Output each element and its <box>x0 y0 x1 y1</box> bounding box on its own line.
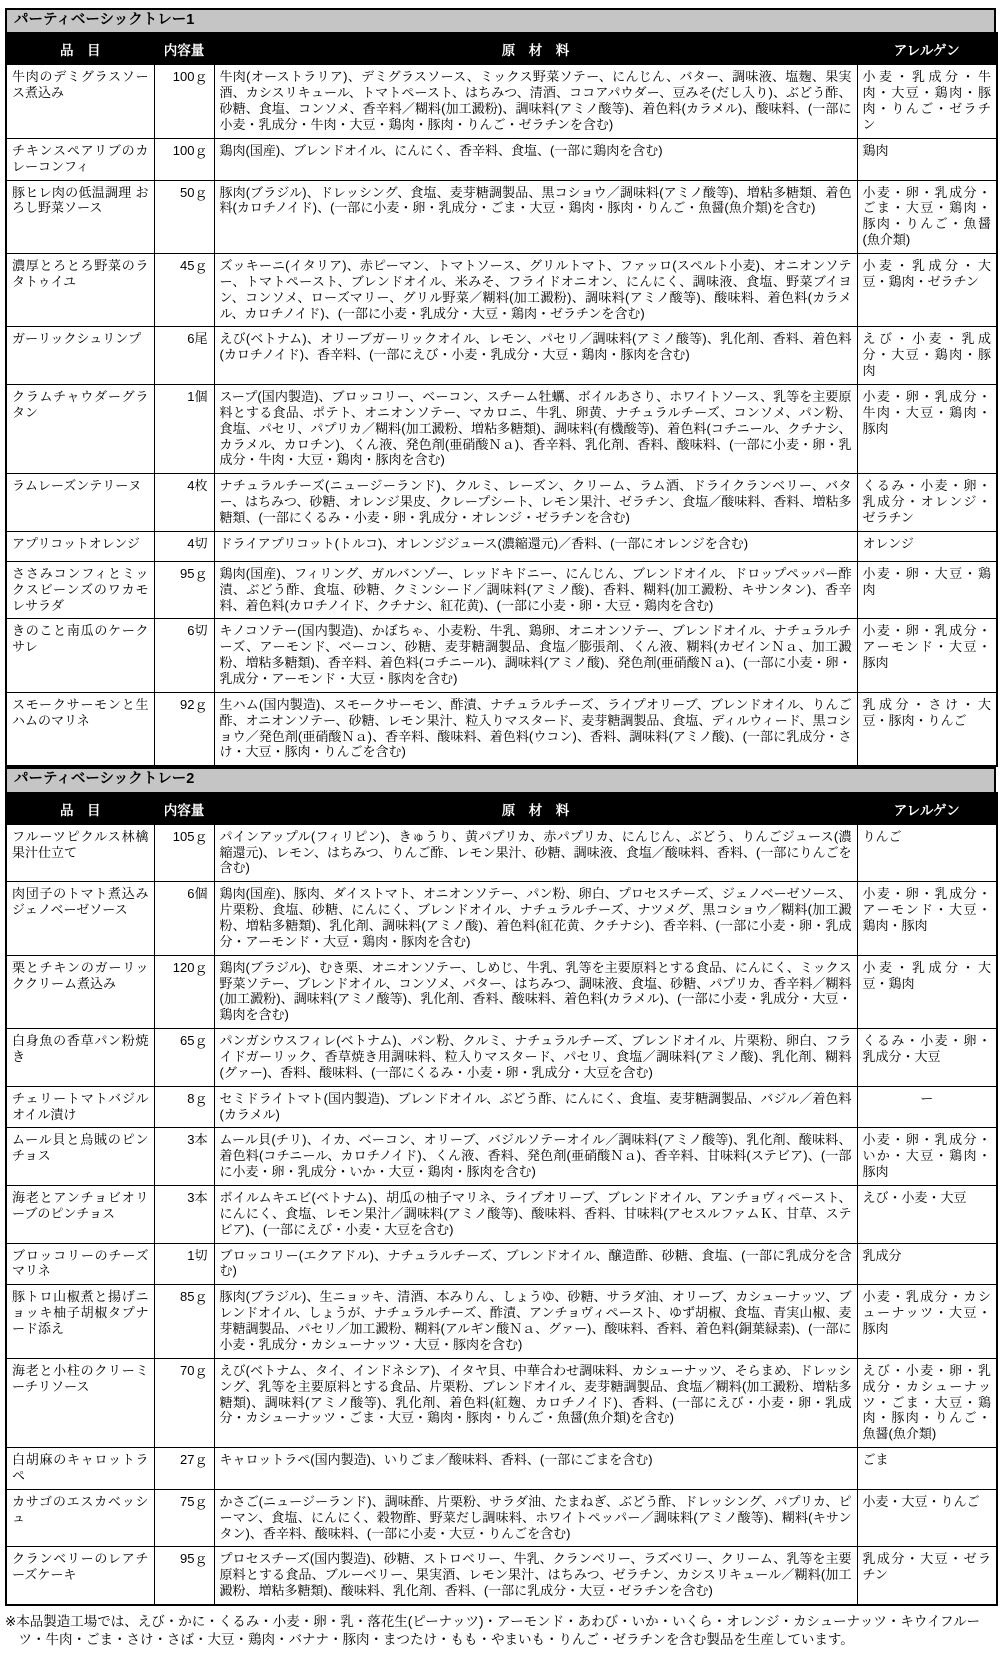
allergen-cell: 小麦・卵・乳成分・牛肉・大豆・鶏肉・豚肉 <box>857 385 997 474</box>
table-row <box>6 1186 997 1244</box>
table-row <box>6 65 997 138</box>
ingredients-cell: えび(ベトナム、タイ、インドネシア)、イタヤ貝、中華合わせ調味料、カシューナッツ、そらまめ、ドレッシング、乳等を主要原料とする食品、片栗粉、ブレンドオイル、麦芽糖調製品、食塩／糊料(加工澱粉、増粘多糖類)、調味料(アミノ酸等)、乳化剤、着色料(紅麹、カロチノイド)、香料、(一部にえび・小麦・卵・乳成分・カシューナッツ・ごま・大豆・鶏肉・豚肉・りんご・魚醤(魚介類)を含む) <box>214 1358 857 1447</box>
tray-section-2 <box>5 767 996 1606</box>
allergen-cell: 小麦・乳成分・カシューナッツ・大豆・豚肉 <box>857 1285 997 1358</box>
item-name-cell: ガーリックシュリンプ <box>6 327 154 385</box>
ingredients-cell: ナチュラルチーズ(ニュージーランド)、クルミ、レーズン、クリーム、ラム酒、ドライクランベリー、バター、はちみつ、砂糖、オレンジ果皮、クレープシート、レモン果汁、ゼラチン、食塩／酸味料、香料、増粘多糖類、(一部にくるみ・小麦・卵・乳成分・オレンジ・ゼラチンを含む) <box>214 474 857 532</box>
allergen-cell: 乳成分・さけ・大豆・豚肉・りんご <box>857 692 997 766</box>
amount-cell: 75ｇ <box>154 1489 214 1547</box>
amount-cell: 100ｇ <box>154 138 214 180</box>
column-header-ingredients: 原 材 料 <box>214 793 857 825</box>
table-row <box>6 138 997 180</box>
allergen-cell: 小麦・大豆・りんご <box>857 1489 997 1547</box>
ingredients-cell: ボイルムキエビ(ベトナム)、胡瓜の柚子マリネ、ライプオリーブ、ブレンドオイル、アンチョヴィペースト、にんにく、食塩、レモン果汁／調味料(アミノ酸等)、酸味料、香料、甘味料(アセスルファムＫ、甘草、ステビア)、(一部にえび・小麦・大豆を含む) <box>214 1186 857 1244</box>
item-name-cell: チェリートマトバジルオイル漬け <box>6 1086 154 1128</box>
ingredients-cell: 牛肉(オーストラリア)、デミグラスソース、ミックス野菜ソテー、にんじん、バター、調味液、塩麹、果実酒、カシスリキュール、トマトペースト、はちみつ、清酒、ココアパウダー、豆みそ(だし入り)、ぶどう酢、砂糖、食塩、コンソメ、香辛料／糊料(加工澱粉)、調味料(アミノ酸等)、着色料(カラメル)、酸味料、(一部に小麦・乳成分・牛肉・大豆・鶏肉・豚肉・りんご・ゼラチンを含む) <box>214 65 857 138</box>
ingredients-cell: かさご(ニュージーランド)、調味酢、片栗粉、サラダ油、たまねぎ、ぶどう酢、ドレッシング、パプリカ、ピーマン、食塩、にんにく、穀物酢、野菜だし調味料、ホワイトペッパー／調味料(アミノ酸等)、糊料(キサンタン)、香辛料、酸味料、(一部に小麦・大豆・りんごを含む) <box>214 1489 857 1547</box>
item-name-cell: 豚ヒレ肉の低温調理 おろし野菜ソース <box>6 180 154 253</box>
allergen-cell: 小麦・卵・乳成分・いか・大豆・鶏肉・豚肉 <box>857 1128 997 1186</box>
amount-cell: 8ｇ <box>154 1086 214 1128</box>
amount-cell: 6尾 <box>154 327 214 385</box>
item-name-cell: 海老と小柱のクリーミーチリソース <box>6 1358 154 1447</box>
item-name-cell: クラムチャウダーグラタン <box>6 385 154 474</box>
amount-cell: 120ｇ <box>154 955 214 1028</box>
ingredients-cell: パンガシウスフィレ(ベトナム)、パン粉、クルミ、ナチュラルチーズ、ブレンドオイル、片栗粉、卵白、フライドガーリック、香草焼き用調味料、粒入りマスタード、パセリ、食塩／調味料(アミノ酸)、乳化剤、糊料(グァー)、香料、酸味料、(一部にくるみ・小麦・卵・乳成分・大豆を含む) <box>214 1029 857 1087</box>
amount-cell: 4切 <box>154 531 214 561</box>
ingredients-cell: パインアップル(フィリピン)、きゅうり、黄パプリカ、赤パプリカ、にんじん、ぶどう、りんごジュース(濃縮還元)、レモン、はちみつ、りんご酢、レモン果汁、砂糖、調味液、食塩／酸味料、香料、(一部にりんごを含む) <box>214 824 857 882</box>
amount-cell: 6個 <box>154 882 214 955</box>
table-header-row <box>6 33 997 65</box>
allergen-cell: 鶏肉 <box>857 138 997 180</box>
ingredients-cell: ズッキーニ(イタリア)、赤ピーマン、トマトソース、グリルトマト、ファッロ(スペルト小麦)、オニオンソテー、トマトペースト、ブレンドオイル、米みそ、フライドオニオン、にんにく、調味液、食塩、野菜ブイヨン、コンソメ、ローズマリー、グリル野菜／糊料(加工澱粉)、調味料(アミノ酸等)、酸味料、着色料(カラメル、カロチノイド)、(一部に小麦・乳成分・大豆・鶏肉・ゼラチンを含む) <box>214 253 857 326</box>
table-row <box>6 253 997 326</box>
allergen-cell: えび・小麦・大豆 <box>857 1186 997 1244</box>
table-row <box>6 474 997 532</box>
table-row <box>6 385 997 474</box>
ingredients-cell: 鶏肉(国産)、フィリング、ガルバンゾー、レッドキドニー、にんじん、ブレンドオイル、ドロップペッパー酢漬、ぶどう酢、食塩、砂糖、クミンシード／調味料(アミノ酸)、香料、糊料(加工澱粉、キサンタン)、香辛料、着色料(カロチノイド、クチナシ、紅花黄)、(一部に小麦・卵・大豆・鶏肉を含む) <box>214 561 857 619</box>
table-row <box>6 1358 997 1447</box>
table-row <box>6 1489 997 1547</box>
allergen-cell: 小麦・乳成分・牛肉・大豆・鶏肉・豚肉・りんご・ゼラチン <box>857 65 997 138</box>
item-name-cell: ブロッコリーのチーズマリネ <box>6 1243 154 1285</box>
amount-cell: 4枚 <box>154 474 214 532</box>
ingredients-table-1 <box>5 32 998 767</box>
ingredients-cell: 鶏肉(国産)、ブレンドオイル、にんにく、香辛料、食塩、(一部に鶏肉を含む) <box>214 138 857 180</box>
section-title-bar: パーティベーシックトレー1 <box>5 8 996 32</box>
amount-cell: 1個 <box>154 385 214 474</box>
allergen-cell: りんご <box>857 824 997 882</box>
item-name-cell: チキンスペアリブのカレーコンフィ <box>6 138 154 180</box>
allergen-cell: ごま <box>857 1448 997 1490</box>
section-title-bar: パーティベーシックトレー2 <box>5 767 996 791</box>
allergen-cell: 小麦・乳成分・大豆・鶏肉 <box>857 955 997 1028</box>
allergen-cell: 小麦・卵・乳成分・ごま・大豆・鶏肉・豚肉・りんご・魚醤(魚介類) <box>857 180 997 253</box>
column-header-allergen: アレルゲン <box>857 33 997 65</box>
table-row <box>6 1448 997 1490</box>
item-name-cell: 白身魚の香草パン粉焼き <box>6 1029 154 1087</box>
table-row <box>6 1086 997 1128</box>
item-name-cell: 濃厚とろとろ野菜のラタトゥイユ <box>6 253 154 326</box>
table-row <box>6 1243 997 1285</box>
item-name-cell: 海老とアンチョビオリーブのピンチョス <box>6 1186 154 1244</box>
ingredients-cell: セミドライトマト(国内製造)、ブレンドオイル、ぶどう酢、にんにく、食塩、麦芽糖調製品、バジル／着色料(カラメル) <box>214 1086 857 1128</box>
table-row <box>6 1128 997 1186</box>
column-header-item: 品 目 <box>6 33 154 65</box>
table-row <box>6 619 997 692</box>
table-row <box>6 180 997 253</box>
item-name-cell: ムール貝と烏賊のピンチョス <box>6 1128 154 1186</box>
allergen-spec-document <box>5 8 996 1649</box>
table-row <box>6 1029 997 1087</box>
amount-cell: 95ｇ <box>154 561 214 619</box>
ingredients-cell: ブロッコリー(エクアドル)、ナチュラルチーズ、ブレンドオイル、醸造酢、砂糖、食塩、(一部に乳成分を含む) <box>214 1243 857 1285</box>
allergen-cell: えび・小麦・乳成分・大豆・鶏肉・豚肉 <box>857 327 997 385</box>
allergen-cell: 乳成分 <box>857 1243 997 1285</box>
ingredients-cell: ドライアプリコット(トルコ)、オレンジジュース(濃縮還元)／香料、(一部にオレンジを含む) <box>214 531 857 561</box>
ingredients-cell: 生ハム(国内製造)、スモークサーモン、酢漬、ナチュラルチーズ、ライプオリーブ、ブレンドオイル、りんご酢、オニオンソテー、砂糖、レモン果汁、粒入りマスタード、麦芽糖調製品、食塩、ディルウィード、黒コショウ／発色剤(亜硝酸Ｎａ)、香辛料、酸味料、着色料(ウコン)、香料、調味料(アミノ酸)、(一部に乳成分・さけ・大豆・豚肉・りんごを含む) <box>214 692 857 766</box>
amount-cell: 70ｇ <box>154 1358 214 1447</box>
item-name-cell: きのこと南瓜のケークサレ <box>6 619 154 692</box>
ingredients-cell: キャロットラペ(国内製造)、いりごま／酸味料、香料、(一部にごまを含む) <box>214 1448 857 1490</box>
allergen-cell: 小麦・乳成分・大豆・鶏肉・ゼラチン <box>857 253 997 326</box>
amount-cell: 105ｇ <box>154 824 214 882</box>
allergen-cell: ー <box>857 1086 997 1128</box>
item-name-cell: 白胡麻のキャロットラペ <box>6 1448 154 1490</box>
ingredients-cell: 豚肉(ブラジル)、ドレッシング、食塩、麦芽糖調製品、黒コショウ／調味料(アミノ酸等)、増粘多糖類、着色料(カロチノイド)、(一部に小麦・卵・乳成分・ごま・大豆・鶏肉・豚肉・りんご・魚醤(魚介類)を含む) <box>214 180 857 253</box>
table-row <box>6 955 997 1028</box>
amount-cell: 1切 <box>154 1243 214 1285</box>
column-header-ingredients: 原 材 料 <box>214 33 857 65</box>
table-row <box>6 1285 997 1358</box>
amount-cell: 92ｇ <box>154 692 214 766</box>
amount-cell: 6切 <box>154 619 214 692</box>
item-name-cell: ささみコンフィとミックスビーンズのワカモレサラダ <box>6 561 154 619</box>
item-name-cell: フルーツピクルス林檎果汁仕立て <box>6 824 154 882</box>
table-row <box>6 561 997 619</box>
allergen-cell: くるみ・小麦・卵・乳成分・大豆 <box>857 1029 997 1087</box>
allergen-cell: くるみ・小麦・卵・乳成分・オレンジ・ゼラチン <box>857 474 997 532</box>
ingredients-cell: プロセスチーズ(国内製造)、砂糖、ストロベリー、牛乳、クランベリー、ラズベリー、クリーム、乳等を主要原料とする食品、ブルーベリー、果実酒、レモン果汁、はちみつ、ゼラチン、カシスリキュール／糊料(加工澱粉、増粘多糖類)、酸味料、乳化剤、香料、(一部に乳成分・大豆・ゼラチンを含む) <box>214 1547 857 1605</box>
table-row <box>6 327 997 385</box>
tray-section-1 <box>5 8 996 767</box>
table-row <box>6 824 997 882</box>
allergen-cell: 小麦・卵・乳成分・アーモンド・大豆・豚肉 <box>857 619 997 692</box>
allergen-cell: オレンジ <box>857 531 997 561</box>
allergen-cell: えび・小麦・卵・乳成分・カシューナッツ・ごま・大豆・鶏肉・豚肉・りんご・魚醤(魚介類) <box>857 1358 997 1447</box>
ingredients-cell: えび(ベトナム)、オリーブガーリックオイル、レモン、パセリ／調味料(アミノ酸等)、乳化剤、香料、着色料(カロチノイド)、香辛料、(一部にえび・小麦・乳成分・大豆・鶏肉・豚肉を含む) <box>214 327 857 385</box>
column-header-item: 品 目 <box>6 793 154 825</box>
item-name-cell: 豚トロ山椒煮と揚げニョッキ柚子胡椒タプナード添え <box>6 1285 154 1358</box>
allergen-cell: 小麦・卵・乳成分・アーモンド・大豆・鶏肉・豚肉 <box>857 882 997 955</box>
table-header-row <box>6 793 997 825</box>
ingredients-cell: 鶏肉(ブラジル)、むき栗、オニオンソテー、しめじ、牛乳、乳等を主要原料とする食品、にんにく、ミックス野菜ソテー、ブレンドオイル、コンソメ、バター、はちみつ、調味液、食塩、砂糖、パプリカ、香辛料／糊料(加工澱粉)、調味料(アミノ酸等)、乳化剤、香料、酸味料、着色料(カラメル)、(一部に小麦・乳成分・大豆・鶏肉を含む) <box>214 955 857 1028</box>
item-name-cell: カサゴのエスカベッシュ <box>6 1489 154 1547</box>
ingredients-cell: ムール貝(チリ)、イカ、ベーコン、オリーブ、バジルソテーオイル／調味料(アミノ酸等)、乳化剤、酸味料、着色料(コチニール、カロチノイド)、くん液、香料、発色剤(亜硝酸Ｎａ)、香辛料、甘味料(ステビア)、(一部に小麦・卵・乳成分・いか・大豆・鶏肉・豚肉を含む) <box>214 1128 857 1186</box>
table-row <box>6 692 997 766</box>
amount-cell: 27ｇ <box>154 1448 214 1490</box>
allergen-cell: 乳成分・大豆・ゼラチン <box>857 1547 997 1605</box>
amount-cell: 3本 <box>154 1186 214 1244</box>
item-name-cell: ラムレーズンテリーヌ <box>6 474 154 532</box>
column-header-amount: 内容量 <box>154 33 214 65</box>
item-name-cell: クランベリーのレアチーズケーキ <box>6 1547 154 1605</box>
amount-cell: 50ｇ <box>154 180 214 253</box>
ingredients-cell: 豚肉(ブラジル)、生ニョッキ、清酒、本みりん、しょうゆ、砂糖、サラダ油、オリーブ、カシューナッツ、ブレンドオイル、しょうが、ナチュラルチーズ、酢漬、アンチョヴィペースト、ゆず胡椒、食塩、青実山椒、麦芽糖調製品、パセリ／加工澱粉、糊料(アルギン酸Ｎａ、グァー)、酸味料、香料、着色料(銅葉緑素)、(一部に小麦・乳成分・カシューナッツ・大豆・豚肉を含む) <box>214 1285 857 1358</box>
item-name-cell: 肉団子のトマト煮込みジェノベーゼソース <box>6 882 154 955</box>
ingredients-cell: スープ(国内製造)、ブロッコリー、ベーコン、スチーム牡蠣、ボイルあさり、ホワイトソース、乳等を主要原料とする食品、ポテト、オニオンソテー、マカロニ、牛乳、卵黄、ナチュラルチーズ、コンソメ、パン粉、食塩、パセリ、パプリカ／糊料(加工澱粉、増粘多糖類)、調味料(有機酸等)、着色料(コチニール、クチナシ、カラメル、カロチン)、くん液、発色剤(亜硝酸Ｎａ)、香辛料、乳化剤、香料、酸味料、(一部に小麦・卵・乳成分・牛肉・大豆・鶏肉・豚肉を含む) <box>214 385 857 474</box>
ingredients-cell: 鶏肉(国産)、豚肉、ダイストマト、オニオンソテー、パン粉、卵白、プロセスチーズ、ジェノベーゼソース、片栗粉、食塩、砂糖、にんにく、ブレンドオイル、ナチュラルチーズ、ナツメグ、黒コショウ／糊料(加工澱粉、増粘多糖類)、乳化剤、調味料(アミノ酸)、着色料(紅花黄、クチナシ)、香辛料、(一部に小麦・卵・乳成分・アーモンド・大豆・鶏肉・豚肉を含む) <box>214 882 857 955</box>
item-name-cell: 牛肉のデミグラスソース煮込み <box>6 65 154 138</box>
table-row <box>6 531 997 561</box>
item-name-cell: 栗とチキンのガーリッククリーム煮込み <box>6 955 154 1028</box>
item-name-cell: スモークサーモンと生ハムのマリネ <box>6 692 154 766</box>
item-name-cell: アプリコットオレンジ <box>6 531 154 561</box>
amount-cell: 3本 <box>154 1128 214 1186</box>
column-header-allergen: アレルゲン <box>857 793 997 825</box>
amount-cell: 100ｇ <box>154 65 214 138</box>
column-header-amount: 内容量 <box>154 793 214 825</box>
table-row <box>6 1547 997 1605</box>
table-row <box>6 882 997 955</box>
allergen-cell: 小麦・卵・大豆・鶏肉 <box>857 561 997 619</box>
ingredients-cell: キノコソテー(国内製造)、かぼちゃ、小麦粉、牛乳、鶏卵、オニオンソテー、ブレンドオイル、ナチュラルチーズ、アーモンド、ベーコン、砂糖、麦芽糖調製品、食塩／膨張剤、くん液、糊料(カゼインＮａ、加工澱粉、増粘多糖類)、香辛料、着色料(コチニール)、調味料(アミノ酸)、発色剤(亜硝酸Ｎａ)、(一部に小麦・卵・乳成分・アーモンド・大豆・豚肉を含む) <box>214 619 857 692</box>
footer-note: ※本品製造工場では、えび・かに・くるみ・小麦・卵・乳・落花生(ピーナッツ)・アーモンド・あわび・いか・いくら・オレンジ・カシューナッツ・キウイフルーツ・牛肉・ごま・さけ・さば・大豆・鶏肉・バナナ・豚肉・まつたけ・もも・やまいも・りんご・ゼラチンを含む製品を生産しています。 <box>5 1613 981 1648</box>
amount-cell: 85ｇ <box>154 1285 214 1358</box>
amount-cell: 65ｇ <box>154 1029 214 1087</box>
ingredients-table-2 <box>5 792 998 1606</box>
amount-cell: 45ｇ <box>154 253 214 326</box>
amount-cell: 95ｇ <box>154 1547 214 1605</box>
